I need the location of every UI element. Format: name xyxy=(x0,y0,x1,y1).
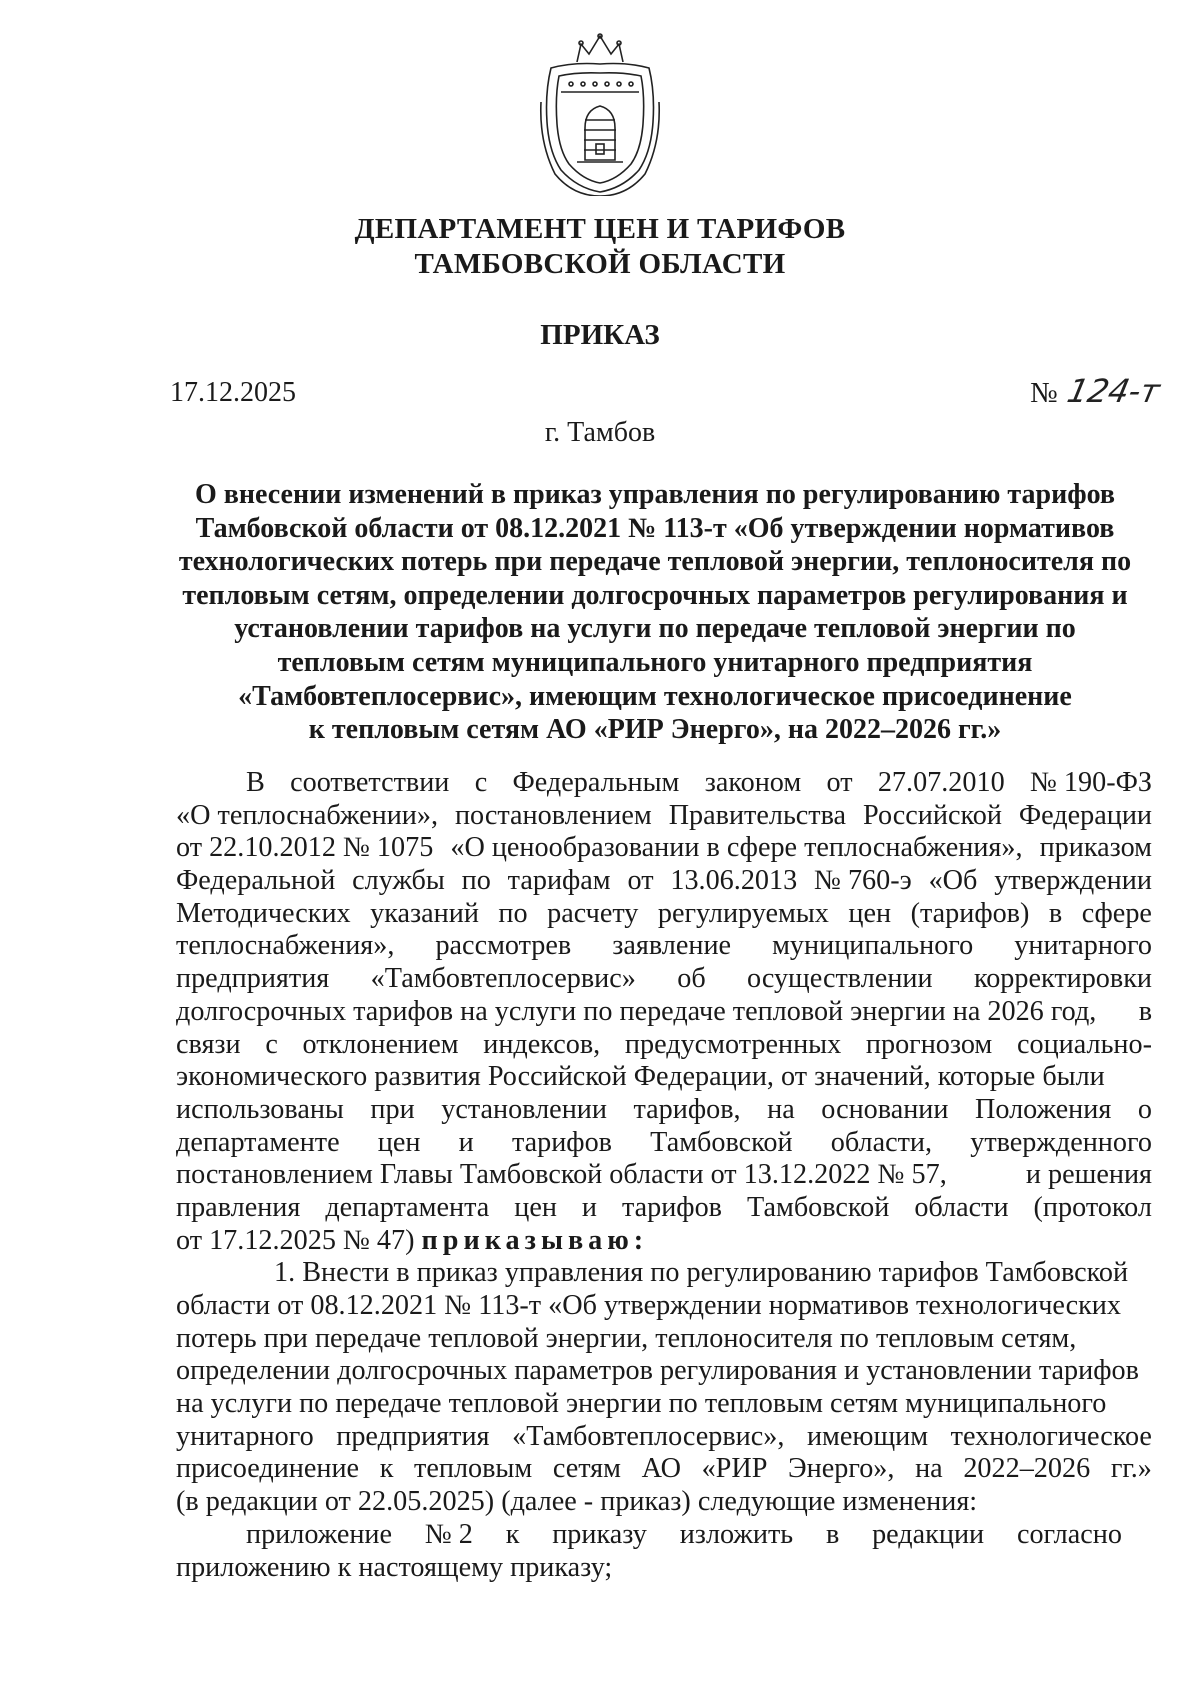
body-word: «О теплоснабжении», xyxy=(176,799,439,831)
body-line xyxy=(176,1552,1152,1585)
body-word: и xyxy=(581,1191,597,1223)
body-word: № 190-ФЗ xyxy=(1029,767,1152,798)
body-word: области xyxy=(914,1191,1009,1223)
body-line xyxy=(176,800,1152,833)
number-sign: № xyxy=(1030,377,1058,409)
body-line xyxy=(176,1323,1152,1356)
body-word: приказу xyxy=(552,1518,647,1550)
body-word: 27.07.2010 xyxy=(877,767,1005,798)
body-word: Федерации xyxy=(1018,799,1152,831)
body-word: к xyxy=(379,1453,394,1485)
body-line xyxy=(176,1061,1152,1094)
body-word: правления xyxy=(176,1191,301,1223)
body-word: в xyxy=(825,1518,840,1550)
body-word: с xyxy=(265,1028,278,1060)
body-word: теплоснабжения», xyxy=(176,930,395,962)
body-line xyxy=(176,1388,1152,1421)
body-word: технологическое xyxy=(950,1420,1152,1452)
body-word: Энерго», xyxy=(788,1453,895,1485)
body-word: области от 08.12.2021 № 113-т «Об утверждении нормативов технологических xyxy=(176,1290,1121,1321)
body-word: социально- xyxy=(1016,1028,1152,1060)
body-word: тарифам xyxy=(507,865,611,897)
body-word: цен xyxy=(514,1191,557,1223)
body-line xyxy=(176,898,1152,931)
body-word: «Тамбовтеплосервис», xyxy=(512,1420,785,1452)
body-word: службы xyxy=(352,865,445,897)
document-type-title: ПРИКАЗ xyxy=(540,319,660,351)
body-word: от 22.10.2012 № 1075 xyxy=(176,832,434,864)
body-word: предприятия xyxy=(176,963,330,995)
body-word: законом xyxy=(704,767,802,798)
body-word: № 2 xyxy=(424,1518,473,1550)
body-word: присоединение xyxy=(176,1453,360,1485)
body-word: отклонением xyxy=(302,1028,459,1060)
body-word: по xyxy=(498,897,528,929)
body-line xyxy=(176,1486,1152,1519)
subject-line: «Тамбовтеплосервис», имеющим технологическое присоединение xyxy=(238,680,1072,712)
body-word: В xyxy=(246,767,265,798)
body-word: в xyxy=(1048,897,1063,929)
body-word: на xyxy=(915,1453,943,1485)
body-word: 2022–2026 xyxy=(963,1453,1091,1485)
subject-line: тепловым сетям муниципального унитарного предприятия xyxy=(277,646,1033,678)
body-word: «РИР xyxy=(701,1453,768,1485)
body-word: Федеральным xyxy=(512,767,680,798)
body-line xyxy=(176,1355,1152,1388)
body-word: экономического развития Российской Федерации, от значений, которые были xyxy=(176,1061,1105,1093)
body-word: «О ценообразовании в сфере теплоснабжения», xyxy=(450,832,1023,864)
body-word: департаменте xyxy=(176,1126,340,1158)
body-word: заявление xyxy=(612,930,732,962)
body-line xyxy=(176,1094,1152,1127)
body-word: утвержденного xyxy=(970,1126,1152,1158)
body-word: и xyxy=(458,1126,474,1158)
body-text-fragment: (в редакции от 22.05.2025) (далее - приказ) следующие изменения: xyxy=(176,1486,978,1518)
body-line xyxy=(176,865,1152,898)
body-word: приказом xyxy=(1039,832,1152,864)
subject-line: к тепловым сетям АО «РИР Энерго», на 2022–2026 гг.» xyxy=(308,714,1002,746)
body-word: департамента xyxy=(325,1191,490,1223)
body-word: об xyxy=(677,963,706,995)
body-line xyxy=(176,1192,1152,1225)
body-word: индексов, xyxy=(483,1028,601,1060)
body-word: муниципального xyxy=(772,930,974,962)
body-word: указаний xyxy=(370,897,479,929)
body-line xyxy=(176,832,1152,865)
body-text-fragment: от 17.12.2025 № 47) xyxy=(176,1224,415,1256)
body-word: установлении xyxy=(441,1093,607,1125)
body-word: осуществлении xyxy=(747,963,933,995)
subject-line: О внесении изменений в приказ управления по регулированию тарифов xyxy=(194,479,1116,510)
body-word: расчету xyxy=(547,897,639,929)
body-word: определении долгосрочных параметров регулирования и установлении тарифов xyxy=(176,1355,1139,1387)
body-word: корректировки xyxy=(973,963,1152,995)
body-word: сфере xyxy=(1081,897,1152,929)
body-word: предусмотренных xyxy=(624,1028,842,1060)
body-word: Правительства xyxy=(668,799,847,831)
body-word: потерь при передаче тепловой энергии, теплоносителя по тепловым сетям, xyxy=(176,1322,1077,1354)
body-line xyxy=(176,996,1152,1029)
body-word: тарифов xyxy=(511,1126,612,1158)
body-word: с xyxy=(474,767,488,798)
body-word: Положения xyxy=(975,1093,1112,1125)
body-word: постановлением xyxy=(454,799,652,831)
body-word: и решения xyxy=(1025,1159,1152,1191)
body-word: унитарного xyxy=(176,1420,314,1452)
body-word: в xyxy=(1138,995,1152,1027)
body-line xyxy=(176,1421,1152,1454)
body-word: прогнозом xyxy=(865,1028,993,1060)
body-line xyxy=(176,1225,1152,1258)
body-word: гг.» xyxy=(1110,1453,1152,1485)
body-word: «Об xyxy=(928,865,978,897)
body-word: тепловым xyxy=(414,1453,533,1485)
subject-line: Тамбовской области от 08.12.2021 № 113-т «Об утверждении нормативов xyxy=(195,512,1115,544)
body-line xyxy=(176,1159,1152,1192)
body-line xyxy=(176,1290,1152,1323)
body-word: приложение xyxy=(246,1518,393,1550)
body-line xyxy=(176,767,1152,800)
body-line xyxy=(176,963,1152,996)
body-word: на xyxy=(767,1093,795,1125)
body-word: регулируемых xyxy=(657,897,829,929)
body-word: цен xyxy=(848,897,892,929)
body-word: по xyxy=(461,865,491,897)
body-word: к xyxy=(505,1518,520,1550)
document-city: г. Тамбов xyxy=(544,417,656,448)
body-word: Тамбовской xyxy=(746,1191,890,1223)
body-word: Федеральной xyxy=(176,865,336,897)
body-word: изложить xyxy=(679,1518,794,1550)
body-word: на услуги по передаче тепловой энергии по тепловым сетям муниципального xyxy=(176,1388,1107,1420)
body-word: предприятия xyxy=(336,1420,490,1452)
document-subject xyxy=(160,478,1150,747)
body-word: Методических xyxy=(176,897,351,929)
body-line xyxy=(176,1029,1152,1062)
body-word: № 760-э xyxy=(814,865,912,897)
body-word: 1. Внести в приказ управления по регулированию тарифов Тамбовской xyxy=(274,1257,1129,1289)
body-word: «Тамбовтеплосервис» xyxy=(370,963,636,995)
body-word: основании xyxy=(821,1093,949,1125)
body-word: имеющим xyxy=(806,1420,929,1452)
body-line xyxy=(176,930,1152,963)
body-word: утверждении xyxy=(994,865,1152,897)
subject-line: технологических потерь при передаче тепловой энергии, теплоносителя по xyxy=(178,546,1132,578)
document-body xyxy=(176,767,1152,1584)
body-word: рассмотрев xyxy=(435,930,572,962)
body-word: использованы xyxy=(176,1093,344,1125)
body-word: соответствии xyxy=(290,767,450,798)
body-word: 13.06.2013 xyxy=(670,865,798,897)
body-word: сетям xyxy=(552,1453,621,1485)
document-number xyxy=(1030,372,1163,410)
body-line xyxy=(176,1453,1152,1486)
body-word: Российской xyxy=(863,799,1002,831)
body-word: от xyxy=(826,767,853,798)
body-word: области, xyxy=(830,1126,933,1158)
body-line xyxy=(176,1127,1152,1160)
document-date: 17.12.2025 xyxy=(170,377,296,408)
subject-line: установлении тарифов на услуги по передаче тепловой энергии по xyxy=(234,613,1076,645)
body-word: Тамбовской xyxy=(650,1126,793,1158)
body-word: унитарного xyxy=(1014,930,1152,962)
body-word: цен xyxy=(377,1126,421,1158)
body-word: от xyxy=(627,865,654,897)
department-name-line2: ТАМБОВСКОЙ ОБЛАСТИ xyxy=(414,248,786,280)
body-word: тарифов xyxy=(621,1191,722,1223)
subject-line: тепловым сетям, определении долгосрочных параметров регулирования и xyxy=(182,579,1128,611)
body-line xyxy=(176,1257,1152,1290)
handwritten-number: 124-т xyxy=(1063,372,1163,410)
body-word: (тарифов) xyxy=(910,897,1030,929)
body-word: постановлением Главы Тамбовской области от 13.12.2022 № 57, xyxy=(176,1159,947,1191)
body-word: долгосрочных тарифов на услуги по передаче тепловой энергии на 2026 год, xyxy=(176,995,1097,1027)
body-word: согласно xyxy=(1016,1518,1122,1550)
body-word: при xyxy=(370,1093,415,1125)
body-word: редакции xyxy=(872,1518,985,1550)
department-name-line1: ДЕПАРТАМЕНТ ЦЕН И ТАРИФОВ xyxy=(354,213,846,245)
body-word: тарифов, xyxy=(633,1093,741,1125)
order-word: приказываю: xyxy=(421,1224,649,1256)
body-line xyxy=(176,1519,1152,1552)
body-word: АО xyxy=(641,1453,681,1485)
body-text-fragment: приложению к настоящему приказу; xyxy=(176,1551,613,1583)
body-word: связи xyxy=(176,1028,241,1060)
body-word: о xyxy=(1137,1093,1152,1125)
body-word: (протокол xyxy=(1033,1191,1152,1223)
coat-of-arms-emblem xyxy=(537,32,663,196)
